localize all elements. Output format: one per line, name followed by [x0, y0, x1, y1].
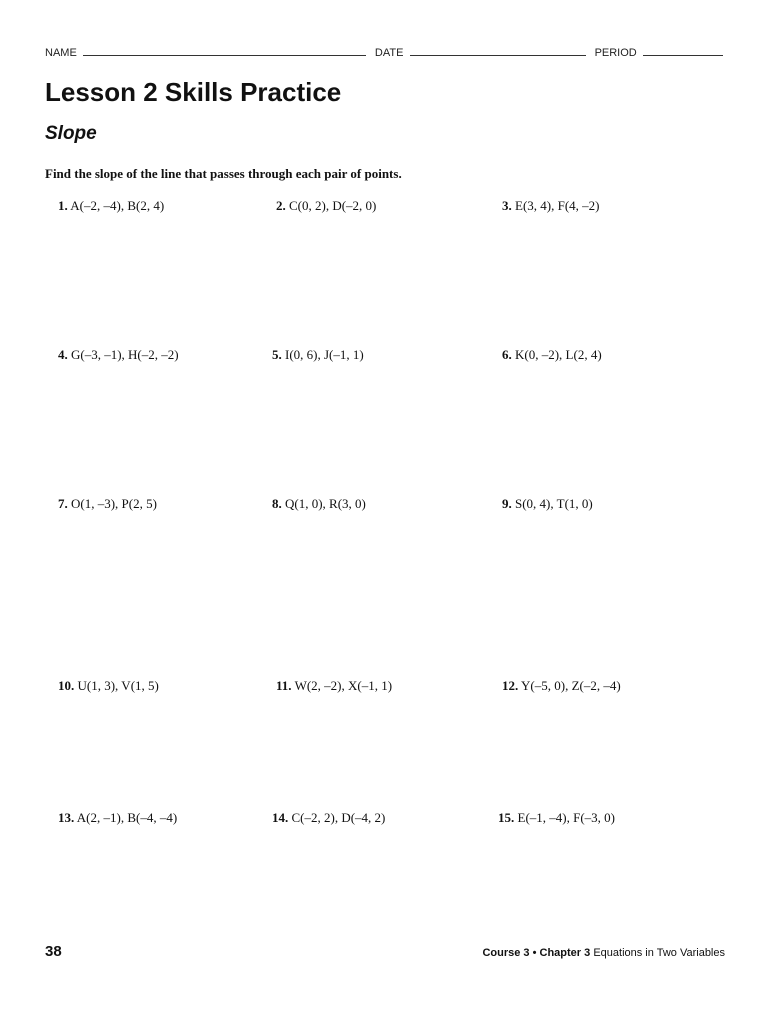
problem-number: 3.: [502, 198, 512, 213]
name-label: NAME: [45, 47, 77, 59]
instructions: Find the slope of the line that passes through each pair of points.: [45, 166, 402, 181]
page-number: 38: [45, 943, 62, 960]
problem-points: C(–2, 2), D(–4, 2): [291, 810, 386, 825]
problem-11: [276, 678, 392, 694]
problem-points: E(3, 4), F(4, –2): [515, 198, 600, 213]
chapter-label: Chapter 3: [539, 947, 591, 959]
problem-number: 8.: [272, 496, 282, 511]
problem-number: 9.: [502, 496, 512, 511]
problem-6: [502, 347, 602, 363]
name-field[interactable]: [83, 46, 366, 56]
problem-number: 13.: [58, 810, 75, 825]
problem-points: E(–1, –4), F(–3, 0): [517, 810, 615, 825]
problem-number: 15.: [498, 810, 515, 825]
problem-9: [502, 496, 593, 512]
problem-points: W(2, –2), X(–1, 1): [294, 678, 393, 693]
problem-number: 4.: [58, 347, 68, 362]
problem-number: 10.: [58, 678, 75, 693]
problem-points: O(1, –3), P(2, 5): [71, 496, 157, 511]
problem-number: 11.: [276, 678, 292, 693]
problem-number: 5.: [272, 347, 282, 362]
problem-points: A(2, –1), B(–4, –4): [76, 810, 178, 825]
date-label: DATE: [374, 47, 404, 59]
problem-points: Y(–5, 0), Z(–2, –4): [521, 678, 621, 693]
course-label: Course 3: [482, 947, 530, 959]
problem-points: A(–2, –4), B(2, 4): [70, 198, 165, 213]
problem-points: I(0, 6), J(–1, 1): [285, 347, 364, 362]
problem-5: [272, 347, 364, 363]
problem-number: 2.: [276, 198, 286, 213]
problem-points: C(0, 2), D(–2, 0): [289, 198, 377, 213]
problem-points: S(0, 4), T(1, 0): [515, 496, 593, 511]
course-footer: [482, 947, 725, 959]
problem-points: G(–3, –1), H(–2, –2): [71, 347, 179, 362]
problem-8: [272, 496, 366, 512]
problem-number: 14.: [272, 810, 289, 825]
date-field[interactable]: [410, 46, 586, 56]
problem-number: 6.: [502, 347, 512, 362]
problem-13: [58, 810, 177, 826]
problem-points: U(1, 3), V(1, 5): [77, 678, 159, 693]
period-field[interactable]: [643, 46, 723, 56]
problem-points: K(0, –2), L(2, 4): [515, 347, 602, 362]
problem-number: 7.: [58, 496, 68, 511]
problem-number: 1.: [58, 198, 68, 213]
problem-14: [272, 810, 385, 826]
problem-3: [502, 198, 600, 214]
problem-points: Q(1, 0), R(3, 0): [285, 496, 366, 511]
footer-separator: •: [529, 947, 540, 959]
problem-10: [58, 678, 159, 694]
page-title: Lesson 2 Skills Practice: [45, 77, 342, 107]
period-label: PERIOD: [594, 47, 637, 59]
page-subtitle: Slope: [45, 123, 97, 144]
problem-4: [58, 347, 179, 363]
problem-number: 12.: [502, 678, 519, 693]
problem-2: [276, 198, 376, 214]
problem-7: [58, 496, 157, 512]
problem-15: [498, 810, 615, 826]
student-info-line: [45, 46, 725, 59]
problem-1: [58, 198, 164, 214]
chapter-title: Equations in Two Variables: [590, 947, 725, 959]
problem-12: [502, 678, 621, 694]
